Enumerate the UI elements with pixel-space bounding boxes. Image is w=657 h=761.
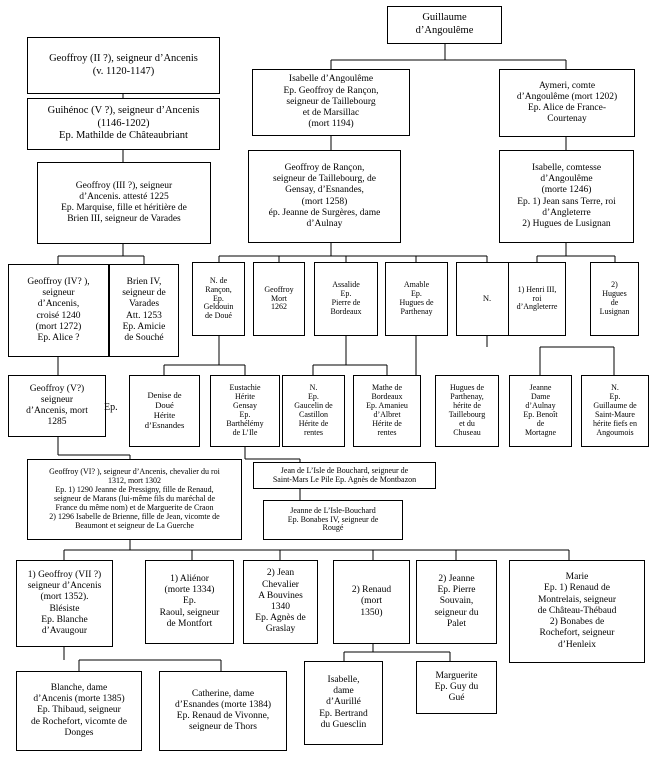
person-alienor: 1) Aliénor (morte 1334) Ep. Raoul, seigneur de Montfort <box>145 560 234 644</box>
person-jeanne-souvain: 2) Jeanne Ep. Pierre Souvain, seigneur du Palet <box>416 560 497 644</box>
person-jean-chevalier: 2) Jean Chevalier A Bouvines 1340 Ep. Agnès de Graslay <box>243 560 318 644</box>
person-jeanne-de-lisle: Jeanne de L’Isle-Bouchard Ep. Bonabes IV, seigneur de Rougé <box>263 500 403 540</box>
person-jeanne-aulnay: Jeanne Dame d’Aulnay Ep. Benoît de Mortagne <box>509 375 572 447</box>
person-n-gaucelin: N. Ep. Gaucelin de Castillon Hérite de rentes <box>282 375 345 447</box>
person-amable: Amable Ep. Hugues de Parthenay <box>385 262 448 336</box>
person-hugues-de-parthenay: Hugues de Parthenay, hérite de Taillebourg et du Chuseau <box>435 375 499 447</box>
person-n-de-rancon: N. de Rançon, Ep. Geldouin de Doué <box>192 262 245 336</box>
person-guihenoc: Guihénoc (V ?), seigneur d’Ancenis (1146-1202) Ep. Mathilde de Châteaubriant <box>27 98 220 150</box>
person-renaud: 2) Renaud (mort 1350) <box>333 560 410 644</box>
person-n: N. <box>456 262 518 336</box>
person-eustachie: Eustachie Hérite Gensay Ep. Barthélémy de L’Ile <box>210 375 280 447</box>
person-assalide: Assalide Ep. Pierre de Bordeaux <box>314 262 378 336</box>
person-catherine: Catherine, dame d’Esnandes (morte 1384) Ep. Renaud de Vivonne, seigneur de Thors <box>159 671 287 751</box>
person-geoffroy-ii: Geoffroy (II ?), seigneur d’Ancenis (v. 1120-1147) <box>27 37 220 94</box>
person-isabelle-angouleme: Isabelle d’Angoulême Ep. Geoffroy de Rançon, seigneur de Taillebourg et de Marsillac (mort 1194) <box>252 69 410 136</box>
person-n-saint-maure: N. Ep. Guillaume de Saint-Maure hérite fiefs en Angoumois <box>581 375 649 447</box>
person-geoffroy-de-rancon: Geoffroy de Rançon, seigneur de Taillebourg, de Gensay, d’Esnandes, (mort 1258) ép. Jeanne de Surgères, dame d’Aulnay <box>248 150 401 243</box>
person-blanche: Blanche, dame d’Ancenis (morte 1385) Ep. Thibaud, seigneur de Rochefort, vicomte de Donges <box>16 671 142 751</box>
person-henri-iii: 1) Henri III, roi d’Angleterre <box>508 262 566 336</box>
person-brien-iv: Brien IV, seigneur de Varades Att. 1253 Ep. Amicie de Souché <box>109 264 179 357</box>
person-guillaume-angouleme: Guillaume d’Angoulême <box>387 6 502 44</box>
person-marguerite: Marguerite Ep. Guy du Gué <box>416 661 497 714</box>
person-marie: Marie Ep. 1) Renaud de Montrelais, seigneur de Château-Thébaud 2) Bonabes de Rochefort, seigneur d’Henleix <box>509 560 645 663</box>
person-denise-de-doue: Denise de Doué Hérite d’Esnandes <box>129 375 200 447</box>
person-hugues-de-lusignan: 2) Hugues de Lusignan <box>590 262 639 336</box>
person-isabelle-comtesse: Isabelle, comtesse d’Angoulême (morte 1246) Ep. 1) Jean sans Terre, roi d’Angleterre 2) Hugues de Lusignan <box>499 150 634 243</box>
person-aymeri: Aymeri, comte d’Angoulême (mort 1202) Ep. Alice de France- Courtenay <box>499 69 635 137</box>
person-geoffroy-vi: Geoffroy (VI? ), seigneur d’Ancenis, chevalier du roi 1312, mort 1302 Ep. 1) 1290 Jeanne de Pressigny, fille de Renaud, seigneur de Marans (lui-même fils du maréchal de France du même nom) et de Marguerite de Craon 2) 1296 Isabelle de Brienne, fille de Jean, vicomte de Beaumont et seigneur de La Guerche <box>27 459 242 540</box>
person-geoffroy-iii: Geoffroy (III ?), seigneur d’Ancenis. attesté 1225 Ep. Marquise, fille et héritière de Brien III, seigneur de Varades <box>37 162 211 244</box>
person-geoffroy-iv: Geoffroy (IV? ), seigneur d’Ancenis, croisé 1240 (mort 1272) Ep. Alice ? <box>8 264 109 357</box>
marriage-label: Ep. <box>104 402 118 413</box>
person-jean-de-lisle: Jean de L’Isle de Bouchard, seigneur de Saint-Mars Le Pile Ep. Agnès de Montbazon <box>253 462 436 489</box>
person-mathe-de-bordeaux: Mathe de Bordeaux Ep. Amanieu d’Albret Hérite de rentes <box>353 375 421 447</box>
person-geoffroy-mort-1262: Geoffroy Mort 1262 <box>253 262 305 336</box>
person-isabelle-aurille: Isabelle, dame d’Aurillé Ep. Bertrand du Guesclin <box>304 661 383 745</box>
person-geoffroy-vii: 1) Geoffroy (VII ?) seigneur d’Ancenis (mort 1352). Blésiste Ep. Blanche d’Avaugour <box>16 560 113 647</box>
person-geoffroy-v: Geoffroy (V?) seigneur d’Ancenis, mort 1285 <box>8 375 106 437</box>
